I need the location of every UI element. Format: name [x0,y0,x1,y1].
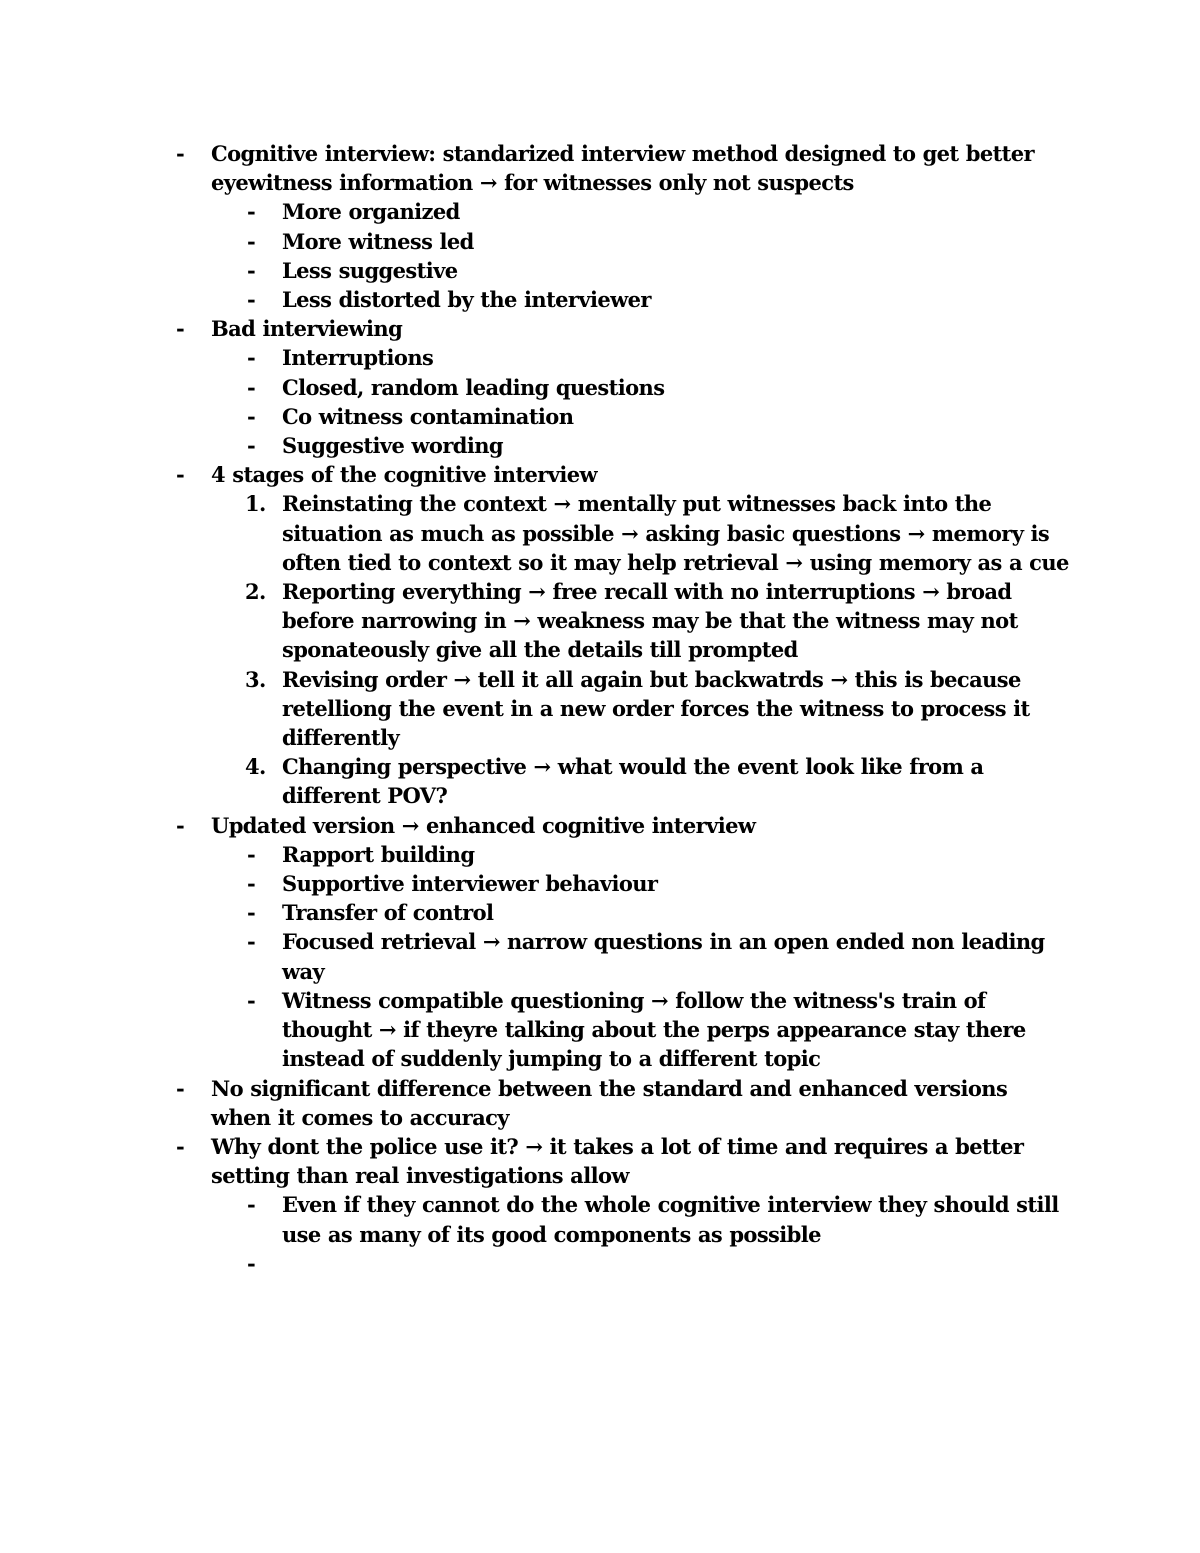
bullet-dash: - [247,345,256,371]
bullet-dash: - [247,841,256,867]
item-number: 3. [245,666,266,692]
list-item [247,927,1072,985]
bullet-dash: - [247,433,256,459]
bullet-dash: - [247,1192,256,1218]
bullet-dash: - [247,257,256,283]
list-item [247,986,1072,1074]
list-item [247,898,1072,927]
list-item-text: Co witness contamination [282,403,574,429]
list-item-text: Transfer of control [282,900,494,926]
list-item-text: Closed, random leading questions [282,374,665,400]
list-item-text: 4 stages of the cognitive interview [211,462,597,488]
list-item-text: Bad interviewing [211,316,403,342]
list-item-text: Reinstating the context → mentally put witnesses back into the situation as much as possible → asking basic questions → memory is often tied to context so it may help retrieval → using memory as a cue [282,491,1069,575]
bullet-dash: - [176,1075,185,1101]
list-item [247,256,1072,285]
bullet-dash: - [247,929,256,955]
bullet-dash: - [247,199,256,225]
bullet-dash: - [247,900,256,926]
list-item-text: More organized [282,199,460,225]
list-item [176,314,1071,343]
list-item-text: Even if they cannot do the whole cognitive interview they should still use as many of its good components as possible [282,1192,1059,1247]
numbered-item [245,577,1072,665]
notes-page [0,139,1200,1278]
list-item-text: Rapport building [282,841,475,867]
item-number: 2. [245,579,266,605]
list-item-text: Changing perspective → what would the event look like from a different POV? [282,754,984,809]
list-item-text: Less distorted by the interviewer [282,287,651,313]
list-item-text [282,1251,289,1276]
list-item-text: Witness compatible questioning → follow the witness's train of thought → if theyre talking about the perps appearance stay there instead of suddenly jumping to a different topic [282,987,1026,1072]
list-item [176,139,1071,197]
bullet-dash: - [247,374,256,400]
list-item [247,343,1072,372]
bullet-dash: - [247,287,256,313]
numbered-item [245,752,1072,810]
list-item-empty [247,1249,1072,1278]
list-item [176,811,1071,840]
item-number: 1. [245,491,266,517]
list-item-text: Cognitive interview: standarized interview method designed to get better eyewitness information → for witnesses only not suspects [211,141,1035,196]
list-item [247,197,1072,226]
list-item-text: Interruptions [282,345,434,371]
list-item [247,373,1072,402]
bullet-dash: - [247,228,256,254]
list-item-text: Supportive interviewer behaviour [282,871,658,897]
list-item-text: Updated version → enhanced cognitive interview [211,812,756,838]
list-item [176,460,1071,489]
list-item [247,869,1072,898]
list-item [176,1132,1071,1190]
bullet-dash: - [176,141,185,166]
bullet-dash: - [176,316,185,342]
list-item [247,840,1072,869]
list-item [247,1190,1072,1248]
item-number: 4. [245,754,266,780]
list-item [247,285,1072,314]
bullet-dash: - [176,1133,185,1159]
bullet-dash: - [247,871,256,897]
list-item-text: Revising order → tell it all again but backwatrds → this is because retelliong the event in a new order forces the witness to process it differently [282,666,1030,751]
list-item-text: Why dont the police use it? → it takes a lot of time and requires a better setting than real investigations allow [211,1133,1024,1189]
bullet-dash: - [176,812,185,838]
list-item [176,1074,1071,1132]
list-item-text: Less suggestive [282,257,458,283]
list-item [247,402,1072,431]
list-item [247,227,1072,256]
list-item-text: No significant difference between the standard and enhanced versions when it comes to accuracy [211,1075,1008,1130]
numbered-item [245,489,1072,577]
list-item-text: Focused retrieval → narrow questions in an open ended non leading way [282,929,1045,984]
list-item-text: More witness led [282,228,474,254]
bullet-dash: - [247,1250,256,1276]
list-item-text: Reporting everything → free recall with no interruptions → broad before narrowing in → weakness may be that the witness may not sponateously give all the details till prompted [282,579,1018,663]
bullet-dash: - [176,462,185,488]
list-item [247,431,1072,460]
bullet-dash: - [247,987,256,1013]
list-item-text: Suggestive wording [282,433,503,459]
numbered-item [245,665,1072,753]
bullet-dash: - [247,403,256,429]
